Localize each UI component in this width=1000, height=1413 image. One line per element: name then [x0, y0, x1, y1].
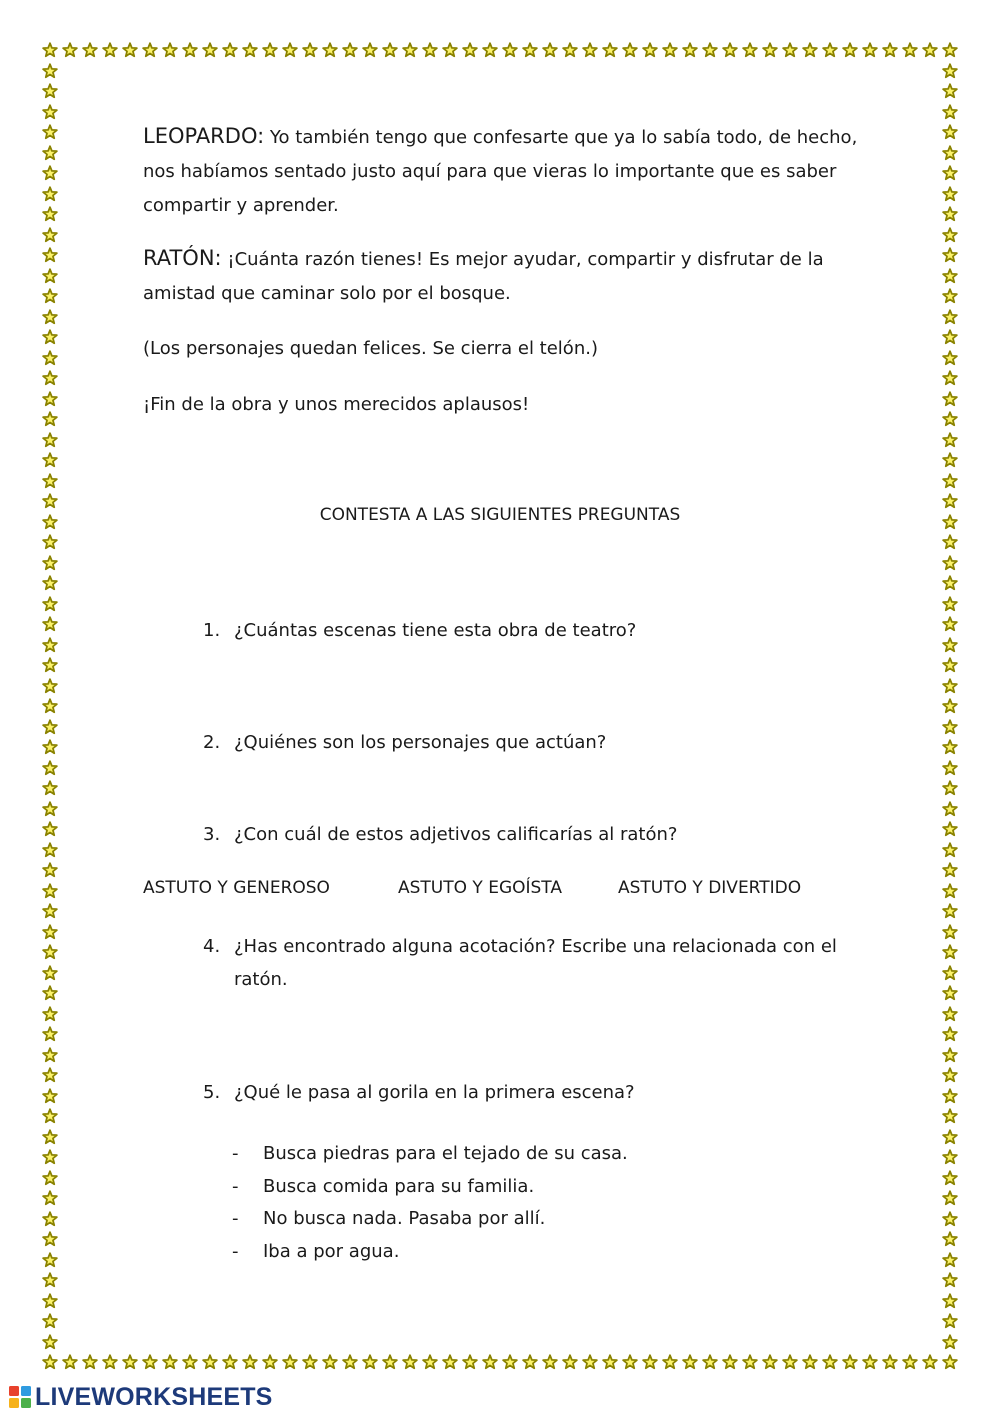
logo-text: LIVEWORKSHEETS [35, 1382, 273, 1411]
star-icon [42, 473, 58, 489]
star-icon [42, 719, 58, 735]
star-icon [342, 42, 358, 58]
star-icon [42, 186, 58, 202]
star-icon [942, 227, 958, 243]
star-icon [42, 288, 58, 304]
star-icon [742, 1354, 758, 1370]
star-icon [42, 1231, 58, 1247]
star-icon [142, 1354, 158, 1370]
star-icon [322, 42, 338, 58]
star-icon [42, 1047, 58, 1063]
star-icon [42, 370, 58, 386]
star-icon [942, 411, 958, 427]
star-icon [242, 42, 258, 58]
star-icon [942, 965, 958, 981]
star-icon [542, 1354, 558, 1370]
star-icon [942, 370, 958, 386]
star-icon [942, 1108, 958, 1124]
dialogue-raton-text: ¡Cuánta razón tienes! Es mejor ayudar, compartir y disfrutar de la amistad que caminar solo por el bosque. [143, 249, 824, 304]
star-icon [942, 760, 958, 776]
star-icon [42, 596, 58, 612]
star-icon [702, 1354, 718, 1370]
star-icon [922, 42, 938, 58]
star-icon [942, 473, 958, 489]
star-icon [942, 1354, 958, 1370]
star-icon [942, 657, 958, 673]
star-icon [282, 42, 298, 58]
question-number: 4. [203, 936, 221, 957]
star-icon [942, 780, 958, 796]
star-icon [42, 227, 58, 243]
question-text: ¿Con cuál de estos adjetivos calificarías al ratón? [234, 824, 678, 845]
adjective-option-2: ASTUTO Y EGOÍSTA [398, 878, 562, 898]
star-icon [942, 1088, 958, 1104]
star-icon [242, 1354, 258, 1370]
dialogue-raton [143, 241, 863, 311]
star-icon [942, 1252, 958, 1268]
star-icon [942, 596, 958, 612]
star-icon [382, 42, 398, 58]
star-icon [942, 42, 958, 58]
star-icon [942, 862, 958, 878]
star-icon [362, 1354, 378, 1370]
star-icon [942, 1026, 958, 1042]
star-icon [42, 247, 58, 263]
star-icon [942, 104, 958, 120]
star-icon [942, 924, 958, 940]
question-text: ¿Cuántas escenas tiene esta obra de teatro? [234, 620, 637, 641]
star-icon [42, 1354, 58, 1370]
star-icon [462, 42, 478, 58]
star-icon [42, 104, 58, 120]
star-icon [302, 1354, 318, 1370]
star-icon [942, 432, 958, 448]
star-icon [42, 1067, 58, 1083]
star-icon [262, 1354, 278, 1370]
star-icon [662, 42, 678, 58]
star-icon [322, 1354, 338, 1370]
star-icon [942, 309, 958, 325]
star-icon [82, 1354, 98, 1370]
star-icon [42, 268, 58, 284]
star-icon [942, 637, 958, 653]
star-icon [942, 1313, 958, 1329]
star-icon [42, 350, 58, 366]
star-icon [222, 42, 238, 58]
speaker-leopardo: LEOPARDO: [143, 124, 265, 148]
star-icon [42, 555, 58, 571]
star-icon [342, 1354, 358, 1370]
star-icon [762, 1354, 778, 1370]
speaker-raton: RATÓN: [143, 246, 222, 270]
star-icon [422, 42, 438, 58]
question-5 [203, 1076, 863, 1109]
star-icon [942, 1170, 958, 1186]
star-icon [942, 1190, 958, 1206]
star-icon [942, 616, 958, 632]
star-icon [42, 616, 58, 632]
star-icon [702, 42, 718, 58]
question-text: ¿Qué le pasa al gorila en la primera escena? [234, 1082, 635, 1103]
star-icon [482, 42, 498, 58]
option-text: Iba a por agua. [263, 1240, 400, 1262]
star-icon [642, 42, 658, 58]
star-icon [42, 145, 58, 161]
star-icon [942, 698, 958, 714]
star-icon [642, 1354, 658, 1370]
star-icon [402, 1354, 418, 1370]
star-icon [42, 1334, 58, 1350]
dialogue-leopardo-text: Yo también tengo que confesarte que ya lo sabía todo, de hecho, nos habíamos sentado justo aquí para que vieras lo importante que es saber compartir y aprender. [143, 127, 858, 216]
star-icon [942, 1211, 958, 1227]
star-icon [942, 329, 958, 345]
star-icon [82, 42, 98, 58]
star-icon [42, 657, 58, 673]
dialogue-leopardo [143, 119, 863, 223]
star-icon [742, 42, 758, 58]
star-icon [42, 985, 58, 1001]
star-icon [942, 801, 958, 817]
star-icon [942, 821, 958, 837]
star-icon [42, 924, 58, 940]
star-icon [42, 739, 58, 755]
star-icon [42, 391, 58, 407]
star-icon [42, 432, 58, 448]
star-icon [222, 1354, 238, 1370]
star-icon [42, 1088, 58, 1104]
star-icon [422, 1354, 438, 1370]
question-number: 3. [203, 824, 221, 845]
section-title: CONTESTA A LAS SIGUIENTES PREGUNTAS [319, 505, 681, 525]
star-icon [942, 842, 958, 858]
star-icon [42, 965, 58, 981]
star-icon [942, 575, 958, 591]
star-icon [942, 985, 958, 1001]
star-icon [42, 1190, 58, 1206]
star-icon [182, 1354, 198, 1370]
star-icon [202, 42, 218, 58]
star-icon [42, 1149, 58, 1165]
star-icon [42, 1026, 58, 1042]
star-icon [562, 42, 578, 58]
star-icon [942, 534, 958, 550]
star-icon [822, 1354, 838, 1370]
question-4 [203, 930, 863, 996]
star-icon [942, 1067, 958, 1083]
star-icon [42, 862, 58, 878]
star-icon [42, 637, 58, 653]
star-icon [202, 1354, 218, 1370]
star-icon [522, 1354, 538, 1370]
star-icon [942, 63, 958, 79]
star-icon [782, 1354, 798, 1370]
star-icon [42, 1129, 58, 1145]
star-icon [682, 42, 698, 58]
liveworksheets-logo-icon [8, 1385, 32, 1409]
list-dash: - [232, 1175, 239, 1197]
star-icon [842, 1354, 858, 1370]
list-item [232, 1138, 628, 1171]
star-icon [182, 42, 198, 58]
star-icon [582, 1354, 598, 1370]
star-icon [42, 883, 58, 899]
star-icon [62, 1354, 78, 1370]
star-icon [542, 42, 558, 58]
star-icon [802, 42, 818, 58]
star-icon [302, 42, 318, 58]
star-icon [42, 411, 58, 427]
star-icon [382, 1354, 398, 1370]
star-icon [42, 1293, 58, 1309]
question-2 [203, 726, 863, 759]
star-icon [42, 1006, 58, 1022]
star-icon [42, 760, 58, 776]
star-icon [942, 719, 958, 735]
star-icon [942, 83, 958, 99]
star-icon [822, 42, 838, 58]
star-icon [902, 1354, 918, 1370]
star-icon [942, 145, 958, 161]
star-icon [42, 83, 58, 99]
star-icon [262, 42, 278, 58]
star-icon [462, 1354, 478, 1370]
star-icon [802, 1354, 818, 1370]
liveworksheets-logo[interactable] [8, 1383, 273, 1411]
star-icon [942, 883, 958, 899]
star-icon [942, 1334, 958, 1350]
star-icon [942, 124, 958, 140]
star-icon [42, 452, 58, 468]
star-icon [42, 678, 58, 694]
option-text: Busca comida para su familia. [263, 1175, 535, 1197]
adjective-option-1: ASTUTO Y GENEROSO [143, 878, 330, 898]
star-icon [42, 1170, 58, 1186]
star-icon [42, 944, 58, 960]
star-icon [522, 42, 538, 58]
star-icon [862, 42, 878, 58]
star-icon [622, 42, 638, 58]
star-icon [942, 739, 958, 755]
question-number: 1. [203, 620, 221, 641]
star-icon [42, 206, 58, 222]
star-icon [442, 1354, 458, 1370]
star-icon [502, 1354, 518, 1370]
star-icon [882, 42, 898, 58]
star-icon [42, 124, 58, 140]
question-number: 2. [203, 732, 221, 753]
star-icon [42, 780, 58, 796]
star-icon [942, 1149, 958, 1165]
star-icon [42, 821, 58, 837]
star-icon [942, 350, 958, 366]
question-1 [203, 614, 863, 647]
star-icon [942, 288, 958, 304]
star-icon [582, 42, 598, 58]
star-icon [942, 1047, 958, 1063]
star-icon [42, 1252, 58, 1268]
option-text: Busca piedras para el tejado de su casa. [263, 1143, 628, 1164]
star-icon [942, 268, 958, 284]
star-icon [922, 1354, 938, 1370]
star-icon [762, 42, 778, 58]
star-icon [602, 1354, 618, 1370]
star-icon [662, 1354, 678, 1370]
star-icon [42, 575, 58, 591]
ending-line: ¡Fin de la obra y unos merecidos aplausos! [143, 394, 530, 415]
list-item [232, 1171, 628, 1204]
star-icon [142, 42, 158, 58]
star-icon [162, 42, 178, 58]
star-icon [442, 42, 458, 58]
star-icon [722, 1354, 738, 1370]
star-icon [62, 42, 78, 58]
star-icon [42, 1313, 58, 1329]
star-icon [122, 42, 138, 58]
adjective-option-3: ASTUTO Y DIVERTIDO [618, 878, 802, 898]
star-icon [942, 1293, 958, 1309]
option-text: No busca nada. Pasaba por allí. [263, 1208, 546, 1229]
question-number: 5. [203, 1082, 221, 1103]
list-item [232, 1236, 628, 1269]
star-icon [942, 555, 958, 571]
star-icon [942, 1231, 958, 1247]
star-icon [902, 42, 918, 58]
star-icon [162, 1354, 178, 1370]
star-icon [42, 1272, 58, 1288]
star-icon [942, 247, 958, 263]
star-icon [882, 1354, 898, 1370]
star-icon [102, 1354, 118, 1370]
star-icon [42, 63, 58, 79]
star-icon [282, 1354, 298, 1370]
star-icon [622, 1354, 638, 1370]
list-dash: - [232, 1143, 239, 1164]
stage-direction: (Los personajes quedan felices. Se cierra el telón.) [143, 338, 598, 359]
question-text: ¿Quiénes son los personajes que actúan? [234, 732, 607, 753]
star-icon [862, 1354, 878, 1370]
star-icon [42, 165, 58, 181]
star-icon [42, 1211, 58, 1227]
list-item [232, 1203, 628, 1236]
star-icon [942, 165, 958, 181]
star-icon [42, 534, 58, 550]
star-icon [42, 1108, 58, 1124]
star-icon [942, 186, 958, 202]
star-icon [42, 309, 58, 325]
star-icon [482, 1354, 498, 1370]
star-icon [942, 1129, 958, 1145]
star-icon [782, 42, 798, 58]
star-icon [842, 42, 858, 58]
star-icon [942, 452, 958, 468]
star-icon [602, 42, 618, 58]
star-icon [942, 1272, 958, 1288]
star-icon [942, 391, 958, 407]
star-icon [122, 1354, 138, 1370]
star-icon [942, 1006, 958, 1022]
star-icon [942, 206, 958, 222]
list-dash: - [232, 1208, 239, 1229]
list-dash: - [232, 1240, 239, 1262]
star-icon [42, 903, 58, 919]
gorilla-options-list [232, 1138, 628, 1268]
star-icon [42, 801, 58, 817]
star-icon [42, 42, 58, 58]
question-text: ¿Has encontrado alguna acotación? Escribe una relacionada con el ratón. [234, 936, 837, 990]
star-icon [942, 944, 958, 960]
star-icon [942, 903, 958, 919]
star-icon [402, 42, 418, 58]
star-icon [562, 1354, 578, 1370]
star-icon [722, 42, 738, 58]
question-3 [203, 818, 863, 851]
star-icon [362, 42, 378, 58]
star-icon [42, 698, 58, 714]
star-icon [42, 842, 58, 858]
star-icon [942, 678, 958, 694]
star-icon [42, 329, 58, 345]
star-icon [502, 42, 518, 58]
star-icon [102, 42, 118, 58]
star-icon [682, 1354, 698, 1370]
